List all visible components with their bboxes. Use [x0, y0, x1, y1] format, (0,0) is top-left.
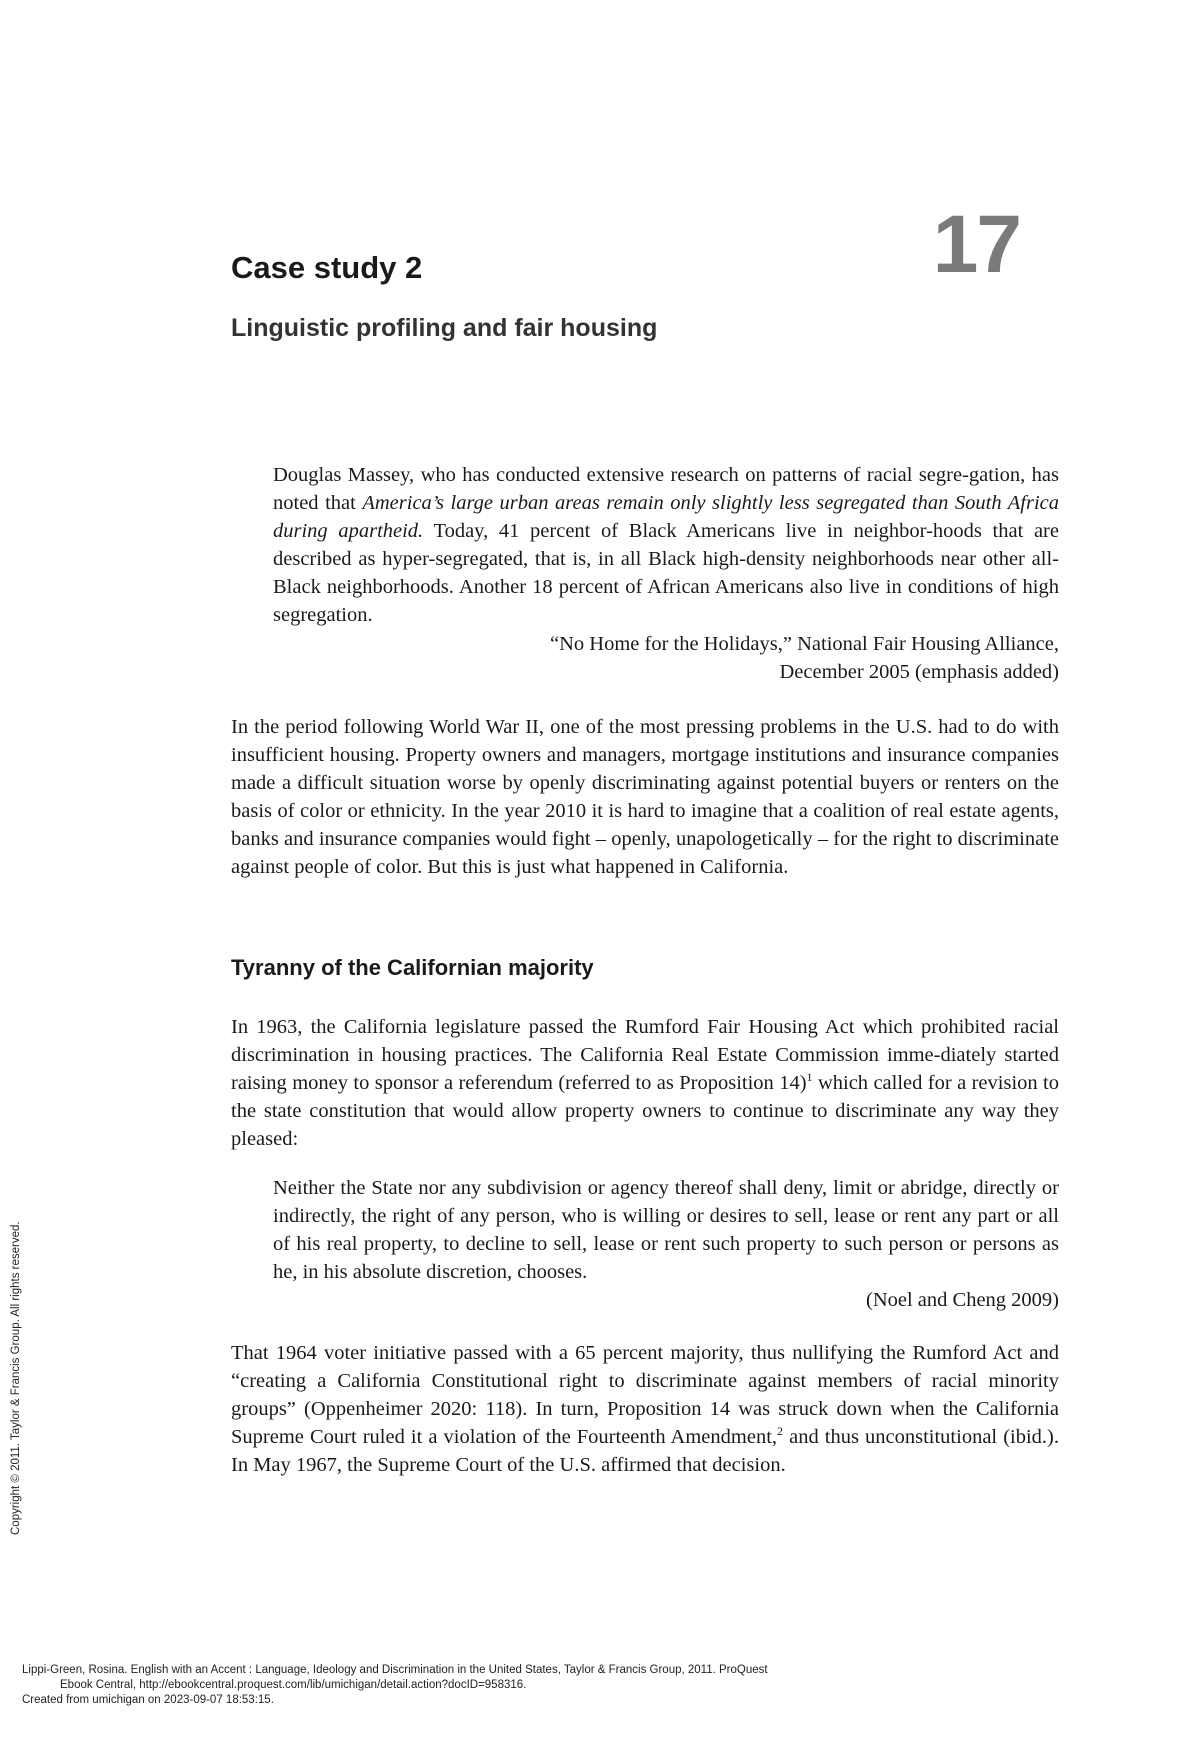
- epigraph-text-before: Douglas Massey, who has conducted extensive research on patterns of racial segre-gation, has noted that: [273, 464, 1059, 514]
- section-heading: Tyranny of the Californian majority: [231, 955, 594, 980]
- paragraph-2-text-b: which called for a revision to the state constitution that would allow property owners to continue to discriminate any way they pleased:: [231, 1072, 1059, 1150]
- footnote-ref-1[interactable]: 1: [806, 1070, 813, 1085]
- paragraph-3-text-b: and thus unconstitutional (ibid.). In May 1967, the Supreme Court of the U.S. affirmed that decision.: [231, 1426, 1059, 1476]
- paragraph-3-text-a: That 1964 voter initiative passed with a 65 percent majority, thus nullifying the Rumford Act and “creating a California Constitutional right to discriminate against members of racial minority groups” (Oppenheimer 2020: 118). In turn, Proposition 14 was struck down when the California Supreme Court ruled it a violation of the Fourteenth Amendment,: [231, 1342, 1059, 1448]
- footer-line-3: Created from umichigan on 2023-09-07 18:53:15.: [22, 1694, 274, 1706]
- chapter-title: Case study 2: [231, 250, 423, 285]
- epigraph-source: [273, 630, 1059, 686]
- paragraph-1: In the period following World War II, one of the most pressing problems in the U.S. had to do with insufficient housing. Property owners and managers, mortgage institutions and insurance companies made a difficult situation worse by openly discriminating against potential buyers or renters on the basis of color or ethnicity. In the year 2010 it is hard to imagine that a coalition of real estate agents, banks and insurance companies would fight – openly, unapologetically – for the right to discriminate against people of color. But this is just what happened in California.: [231, 716, 1059, 878]
- epigraph-source-line2: December 2005 (emphasis added): [779, 661, 1059, 683]
- sidebar-copyright: Copyright © 2011. Taylor & Francis Group. All rights reserved.: [10, 1221, 22, 1535]
- paragraph-3: [231, 1339, 1059, 1479]
- footnote-ref-2[interactable]: 2: [777, 1424, 784, 1439]
- chapter-subtitle: Linguistic profiling and fair housing: [231, 314, 658, 342]
- footer-line-2: Ebook Central, http://ebookcentral.proquest.com/lib/umichigan/detail.action?docID=958316.: [60, 1679, 527, 1691]
- block-quote: Neither the State nor any subdivision or agency thereof shall deny, limit or abridge, directly or indirectly, the right of any person, who is willing or desires to sell, lease or rent any part or all of his real property, to decline to sell, lease or rent such property to such person or persons as he, in his absolute discretion, chooses.: [273, 1177, 1059, 1283]
- block-quote-citation: (Noel and Cheng 2009): [866, 1289, 1059, 1311]
- epigraph-text: [273, 461, 1059, 629]
- epigraph-emphasis: America’s large urban areas remain only slightly less segregated than South Africa during apartheid.: [273, 492, 1059, 542]
- paragraph-2-text-a: In 1963, the California legislature passed the Rumford Fair Housing Act which prohibited racial discrimination in housing practices. The California Real Estate Commission imme-diately started raising money to sponsor a referendum (referred to as Proposition 14): [231, 1016, 1059, 1094]
- epigraph-text-after: Today, 41 percent of Black Americans live in neighbor-hoods that are described as hyper-segregated, that is, in all Black high-density neighborhoods near other all-Black neighborhoods. Another 18 percent of African Americans also live in conditions of high segregation.: [273, 520, 1059, 626]
- epigraph-source-line1: “No Home for the Holidays,” National Fair Housing Alliance,: [550, 633, 1059, 655]
- footer-line-1: Lippi-Green, Rosina. English with an Accent : Language, Ideology and Discrimination in the United States, Taylor & Francis Group, 2011. ProQuest: [22, 1664, 768, 1676]
- citation-footer: [22, 1663, 768, 1708]
- chapter-number: 17: [932, 199, 1020, 290]
- paragraph-2: [231, 1013, 1059, 1153]
